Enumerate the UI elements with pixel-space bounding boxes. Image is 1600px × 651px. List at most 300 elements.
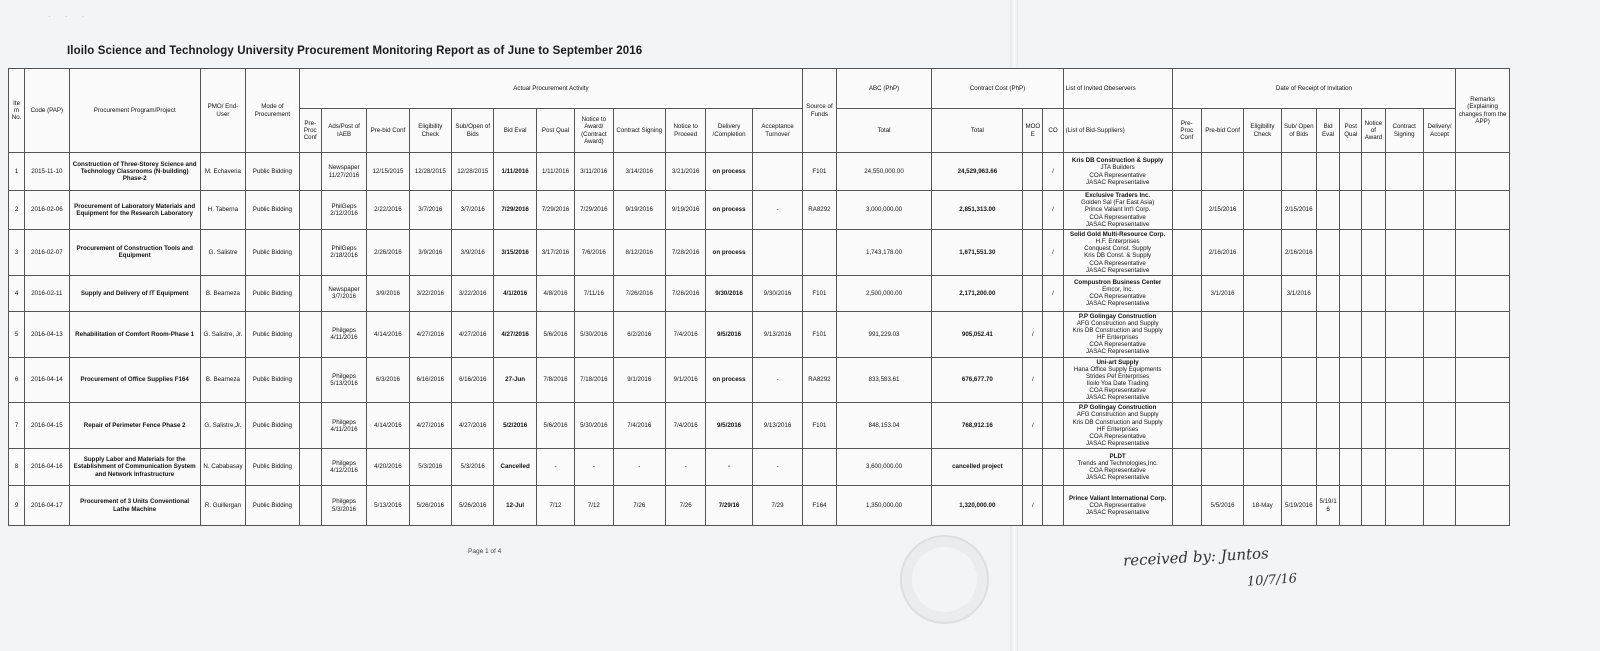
cell-ntp: 7/26/2016 [665,275,705,311]
page-number: Page 1 of 4 [468,548,502,555]
cell-abc: 833,583.61 [836,357,932,403]
bidder-name: JASAC Representative [1085,439,1150,447]
cell-ads: Philgeps 5/3/2016 [321,486,366,526]
cell-r-bideval [1316,403,1339,449]
cell-project: Procurement of Laboratory Materials and Equipment for the Research Laboratory [69,191,200,230]
bidder-name: HF Enterprises [1096,425,1139,433]
header-contract-total: Total [932,109,1023,153]
cell-noa: 7/6/2016 [575,230,613,276]
cell-r-noa [1362,403,1385,449]
cell-contract: 7/26/2016 [613,275,665,311]
cell-acceptance: - [752,191,803,230]
cell-r-elig [1244,153,1281,191]
cell-source: RA8292 [803,357,836,403]
cell-prebid: 12/15/2015 [367,153,409,191]
cell-mode: Public Bidding [246,311,299,357]
cell-source: F101 [803,153,836,191]
cell-ntp: - [665,449,705,486]
cell-postqual: 7/12 [536,486,574,526]
cell-postqual: 7/8/2016 [536,357,574,403]
cell-remarks [1456,357,1510,403]
bidder-name: P.P Golingay Construction [1078,404,1157,412]
bidder-name: JASAC Representative [1085,178,1150,186]
report-title: Iloilo Science and Technology University Procurement Monitoring Report as of June to September 2016 [67,45,643,57]
cell-r-noa [1362,275,1385,311]
university-seal-watermark [900,535,989,624]
cell-bidders [1063,311,1172,357]
received-by-signature: received by: Juntos [1122,544,1270,570]
table-row [9,449,1510,486]
cell-ads: PhilGeps 2/12/2016 [321,191,366,230]
cell-pmo: G. Salistre [200,230,245,276]
cell-source [803,449,836,486]
cell-project: Procurement of Office Supplies F164 [69,357,200,403]
cell-delivery: 9/5/2016 [706,403,752,449]
cell-source: RA8292 [803,191,836,230]
bidder-name: H.F. Enterprises [1095,238,1140,246]
cell-delivery: on process [706,191,752,230]
header-notice-proceed: Notice to Proceed [665,109,705,153]
cell-co [1043,486,1063,526]
cell-subopen: 5/3/2016 [452,449,494,486]
cell-mooe [1023,191,1043,230]
cell-r-elig [1244,311,1281,357]
cell-mode: Public Bidding [246,486,299,526]
cell-co [1043,357,1063,403]
cell-delivery: on process [706,153,752,191]
cell-ntp: 7/26 [665,486,705,526]
header-mode: Mode of Procurement [246,69,299,153]
cell-noa: 3/11/2016 [575,153,613,191]
header-r-bid-eval: Bid Eval [1316,109,1339,153]
cell-r-subopen [1281,153,1316,191]
header-pre-proc: Pre-Proc Conf [299,109,321,153]
cell-prebid: 4/14/2016 [367,403,409,449]
cell-no: 8 [9,449,25,486]
bidder-name: JASAC Representative [1085,474,1150,482]
cell-no: 3 [9,230,25,276]
cell-remarks [1456,275,1510,311]
cell-no: 2 [9,191,25,230]
cell-ntp: 7/28/2016 [665,230,705,276]
bidder-name: JTA Builders [1100,164,1135,172]
cell-postqual: 1/11/2016 [536,153,574,191]
header-bid-suppliers: (List of Bid-Suppliers) [1063,109,1172,153]
cell-r-noa [1362,449,1385,486]
cell-prebid: 5/13/2016 [367,486,409,526]
cell-r-delivery [1423,486,1455,526]
cell-r-noa [1362,486,1385,526]
header-abc-total: Total [836,109,932,153]
cell-ads: Philgeps 4/11/2016 [321,403,366,449]
cell-co [1043,449,1063,486]
cell-source: F101 [803,403,836,449]
cell-mooe [1023,230,1043,276]
header-r-notice-award: Notice of Award [1362,109,1385,153]
table-row [9,403,1510,449]
cell-mode: Public Bidding [246,449,299,486]
cell-acceptance: - [752,449,803,486]
cell-bideval: 4/27/2016 [494,311,536,357]
cell-r-noa [1362,357,1385,403]
bidder-name: JASAC Representative [1085,266,1150,274]
bidder-name: COA Representative [1089,213,1146,221]
cell-delivery: 7/29/16 [706,486,752,526]
cell-project: Rehabilitation of Comfort Room-Phase 1 [69,311,200,357]
cell-prebid: 6/3/2016 [367,357,409,403]
header-date-receipt: Date of Receipt of Invitation [1172,69,1456,109]
cell-r-bideval [1316,275,1339,311]
cell-pmo: N. Cababasay [200,449,245,486]
cell-mooe: / [1023,357,1043,403]
cell-postqual: 4/8/2016 [536,275,574,311]
cell-co: / [1043,230,1063,276]
cell-mooe: / [1023,403,1043,449]
header-r-eligibility: Eligibility Check [1244,109,1281,153]
cell-cost: 2,171,200.00 [932,275,1023,311]
cell-r-bideval [1316,230,1339,276]
cell-pre-proc [299,230,321,276]
bidder-name: HF Enterprises [1096,334,1139,342]
cell-r-contract [1385,311,1423,357]
cell-noa: 7/12 [575,486,613,526]
cell-pre-proc [299,403,321,449]
cell-remarks [1456,153,1510,191]
cell-elig: 5/26/2016 [409,486,451,526]
cell-ntp: 7/4/2016 [665,403,705,449]
cell-code: 2016-02-11 [25,275,69,311]
cell-remarks [1456,449,1510,486]
cell-acceptance: - [752,357,803,403]
header-co: CO [1043,109,1063,153]
cell-no: 9 [9,486,25,526]
cell-pre-proc [299,275,321,311]
cell-r-subopen [1281,311,1316,357]
cell-code: 2016-02-06 [25,191,69,230]
cell-r-delivery [1423,153,1455,191]
cell-subopen: 4/27/2016 [452,403,494,449]
cell-code: 2016-04-15 [25,403,69,449]
cell-contract: 7/26 [613,486,665,526]
cell-r-prebid [1201,153,1243,191]
cell-contract: 9/1/2016 [613,357,665,403]
cell-mode: Public Bidding [246,153,299,191]
cell-contract: - [613,449,665,486]
cell-abc: 2,500,000.00 [836,275,932,311]
cell-no: 7 [9,403,25,449]
cell-postqual: - [536,449,574,486]
cell-r-bideval: 5/19/16 [1316,486,1339,526]
cell-project: Procurement of Construction Tools and Equipment [69,230,200,276]
cell-bideval: 7/29/2016 [494,191,536,230]
table-row [9,153,1510,191]
cell-abc: 3,000,000.00 [836,191,932,230]
cell-cost: 2,851,313.00 [932,191,1023,230]
cell-ntp: 3/21/2016 [665,153,705,191]
cell-r-preproc [1172,449,1201,486]
header-r-delivery: Delivery/ Accept [1423,109,1455,153]
cell-delivery: 9/5/2016 [706,311,752,357]
scan-specks: · · · [48,12,91,21]
bidder-name: COA Representative [1089,467,1146,474]
cell-co [1043,311,1063,357]
cell-r-elig [1244,275,1281,311]
cell-delivery: 9/30/2016 [706,275,752,311]
cell-r-prebid: 2/15/2016 [1201,191,1243,230]
cell-remarks [1456,230,1510,276]
cell-bidders [1063,449,1172,486]
cell-r-bideval [1316,311,1339,357]
header-acceptance: Acceptance Turnover [752,109,803,153]
cell-r-postqual [1340,191,1362,230]
cell-prebid: 2/22/2016 [367,191,409,230]
cell-ads: Newspaper 3/7/2016 [321,275,366,311]
cell-code: 2016-04-14 [25,357,69,403]
cell-r-subopen [1281,449,1316,486]
cell-r-postqual [1340,275,1362,311]
cell-contract: 6/2/2016 [613,311,665,357]
cell-mooe [1023,275,1043,311]
cell-elig: 6/16/2016 [409,357,451,403]
cell-r-subopen: 2/15/2016 [1281,191,1316,230]
cell-r-contract [1385,191,1423,230]
cell-pmo: G. Salistre,Jr. [200,403,245,449]
cell-r-preproc [1172,153,1201,191]
header-r-contract: Contract Signing [1385,109,1423,153]
cell-r-prebid: 3/1/2016 [1201,275,1243,311]
header-code: Code (PAP) [25,69,69,153]
bidder-name: JASAC Representative [1085,509,1150,517]
cell-code: 2016-04-13 [25,311,69,357]
cell-r-noa [1362,230,1385,276]
cell-bideval: 5/2/2016 [494,403,536,449]
cell-r-prebid [1201,357,1243,403]
cell-r-subopen: 5/19/2016 [1281,486,1316,526]
bidder-name: Strides Pef Enterprises [1085,372,1150,380]
cell-elig: 3/9/2016 [409,230,451,276]
cell-mode: Public Bidding [246,403,299,449]
bidder-name: AFG Construction and Supply [1076,411,1159,419]
cell-r-contract [1385,486,1423,526]
cell-ntp: 9/1/2016 [665,357,705,403]
bidder-name: Emcor, Inc. [1102,286,1134,294]
cell-contract: 8/12/2016 [613,230,665,276]
bidder-name: JASAC Representative [1085,300,1150,308]
table-row [9,311,1510,357]
cell-abc: 848,153.04 [836,403,932,449]
cell-r-postqual [1340,153,1362,191]
header-item-no: Item No. [9,69,25,153]
cell-elig: 4/27/2016 [409,403,451,449]
cell-postqual: 5/6/2016 [536,311,574,357]
cell-r-elig [1244,357,1281,403]
cell-r-preproc [1172,311,1201,357]
cell-r-delivery [1423,275,1455,311]
cell-code: 2016-04-16 [25,449,69,486]
cell-prebid: 4/20/2016 [367,449,409,486]
cell-cost: 1,320,000.00 [932,486,1023,526]
cell-subopen: 4/27/2016 [452,311,494,357]
bidder-name: Trends and Technologies,Inc. [1077,459,1158,467]
cell-no: 6 [9,357,25,403]
bidder-name: COA Representative [1089,432,1146,440]
cell-subopen: 5/26/2016 [452,486,494,526]
cell-r-subopen [1281,357,1316,403]
cell-r-postqual [1340,486,1362,526]
table-row [9,275,1510,311]
bidder-name: Conquest Const. Supply [1084,245,1151,253]
table-row [9,486,1510,526]
cell-r-subopen: 3/1/2016 [1281,275,1316,311]
header-post-qual: Post Qual [536,109,574,153]
cell-cost: 24,529,963.66 [932,153,1023,191]
cell-bidders [1063,191,1172,230]
cell-postqual: 5/6/2016 [536,403,574,449]
cell-r-postqual [1340,311,1362,357]
cell-bideval: 12-Jul [494,486,536,526]
cell-ntp: 9/19/2016 [665,191,705,230]
cell-mooe: / [1023,311,1043,357]
cell-noa: - [575,449,613,486]
cell-noa: 5/30/2016 [575,403,613,449]
table-body [9,153,1510,526]
bidder-name: Kris DB Construction & Supply [1071,157,1164,165]
cell-acceptance [752,153,803,191]
cell-r-contract [1385,230,1423,276]
cell-co [1043,403,1063,449]
cell-noa: 5/30/2016 [575,311,613,357]
cell-bideval: 27-Jun [494,357,536,403]
cell-r-bideval [1316,449,1339,486]
header-abc: ABC (PhP) [836,69,932,109]
cell-mode: Public Bidding [246,275,299,311]
cell-cost: 768,912.16 [932,403,1023,449]
bidder-name: Kris DB Construction and Supply [1072,418,1163,426]
cell-project: Supply and Delivery of IT Equipment [69,275,200,311]
cell-bidders [1063,230,1172,276]
cell-remarks [1456,486,1510,526]
header-actual-activity: Actual Procurement Activity [299,69,803,109]
cell-pre-proc [299,311,321,357]
cell-project: Construction of Three-Storey Science and Technology Classrooms (N-building) Phase-2 [69,153,200,191]
cell-abc: 991,229.03 [836,311,932,357]
cell-noa: 7/29/2016 [575,191,613,230]
cell-remarks [1456,403,1510,449]
header-bid-eval: Bid Eval [494,109,536,153]
cell-pmo: B. Bearneza [200,275,245,311]
cell-r-noa [1362,311,1385,357]
cell-no: 1 [9,153,25,191]
cell-co: / [1043,275,1063,311]
table-row [9,230,1510,276]
cell-postqual: 7/29/2016 [536,191,574,230]
cell-remarks [1456,311,1510,357]
cell-pre-proc [299,449,321,486]
cell-bidders [1063,275,1172,311]
cell-acceptance [752,230,803,276]
table-row [9,191,1510,230]
cell-r-delivery [1423,449,1455,486]
cell-mode: Public Bidding [246,230,299,276]
cell-r-subopen: 2/16/2016 [1281,230,1316,276]
cell-no: 5 [9,311,25,357]
cell-project: Procurement of 3 Units Conventional Lathe Machine [69,486,200,526]
cell-ads: Philgeps 4/11/2016 [321,311,366,357]
bidder-name: JASAC Representative [1085,348,1150,356]
cell-cost: 905,052.41 [932,311,1023,357]
bidder-name: Golden Sal (Far East Asia) [1081,199,1155,207]
cell-r-postqual [1340,230,1362,276]
bidder-name: COA Representative [1089,387,1146,394]
cell-source: F101 [803,311,836,357]
cell-r-delivery [1423,403,1455,449]
cell-delivery: on process [706,357,752,403]
bidder-name: COA Representative [1089,293,1146,301]
bidder-name: Iloilo Yoa Date Trading [1086,379,1149,387]
cell-cost: 1,671,551.30 [932,230,1023,276]
cell-r-elig [1244,230,1281,276]
cell-r-preproc [1172,275,1201,311]
bidder-name: COA Representative [1089,171,1146,179]
bidder-name: Exclusive Traders Inc. [1085,192,1151,200]
cell-acceptance: 9/30/2016 [752,275,803,311]
cell-noa: 7/18/2016 [575,357,613,403]
cell-r-prebid [1201,449,1243,486]
cell-r-elig [1244,191,1281,230]
bidder-name: Uni-art Supply [1096,358,1139,366]
cell-pre-proc [299,153,321,191]
cell-r-contract [1385,153,1423,191]
cell-source: F164 [803,486,836,526]
cell-r-preproc [1172,357,1201,403]
cell-r-bideval [1316,153,1339,191]
cell-abc: 3,600,000.00 [836,449,932,486]
cell-r-bideval [1316,191,1339,230]
cell-bideval: 3/15/2016 [494,230,536,276]
cell-bidders [1063,357,1172,403]
cell-code: 2015-11-10 [25,153,69,191]
header-r-sub-open: Sub/ Open of Bids [1281,109,1316,153]
cell-source: F101 [803,275,836,311]
header-r-post-qual: Post Qual [1340,109,1362,153]
cell-prebid: 2/26/2016 [367,230,409,276]
cell-r-preproc [1172,230,1201,276]
header-remarks: Remarks (Explaining changes from the APP) [1456,69,1510,153]
cell-r-elig: 18-May [1244,486,1281,526]
cell-r-postqual [1340,449,1362,486]
cell-pre-proc [299,486,321,526]
cell-r-postqual [1340,403,1362,449]
cell-remarks [1456,191,1510,230]
cell-subopen: 3/9/2016 [452,230,494,276]
cell-elig: 3/7/2016 [409,191,451,230]
bidder-name: Kris DB Const. & Supply [1084,252,1152,260]
cell-subopen: 6/16/2016 [452,357,494,403]
bidder-name: AFG Construction and Supply [1076,319,1159,327]
cell-r-contract [1385,357,1423,403]
cell-r-bideval [1316,357,1339,403]
cell-r-contract [1385,403,1423,449]
cell-acceptance: 9/13/2016 [752,311,803,357]
cell-r-noa [1362,191,1385,230]
header-contract-cost: Contract Cost (PhP) [932,69,1063,109]
cell-cost: 676,677.70 [932,357,1023,403]
cell-bidders [1063,153,1172,191]
cell-r-preproc [1172,403,1201,449]
bidder-name: COA Representative [1089,341,1146,349]
cell-r-contract [1385,275,1423,311]
header-pmo: PMO/ End-User [200,69,245,153]
